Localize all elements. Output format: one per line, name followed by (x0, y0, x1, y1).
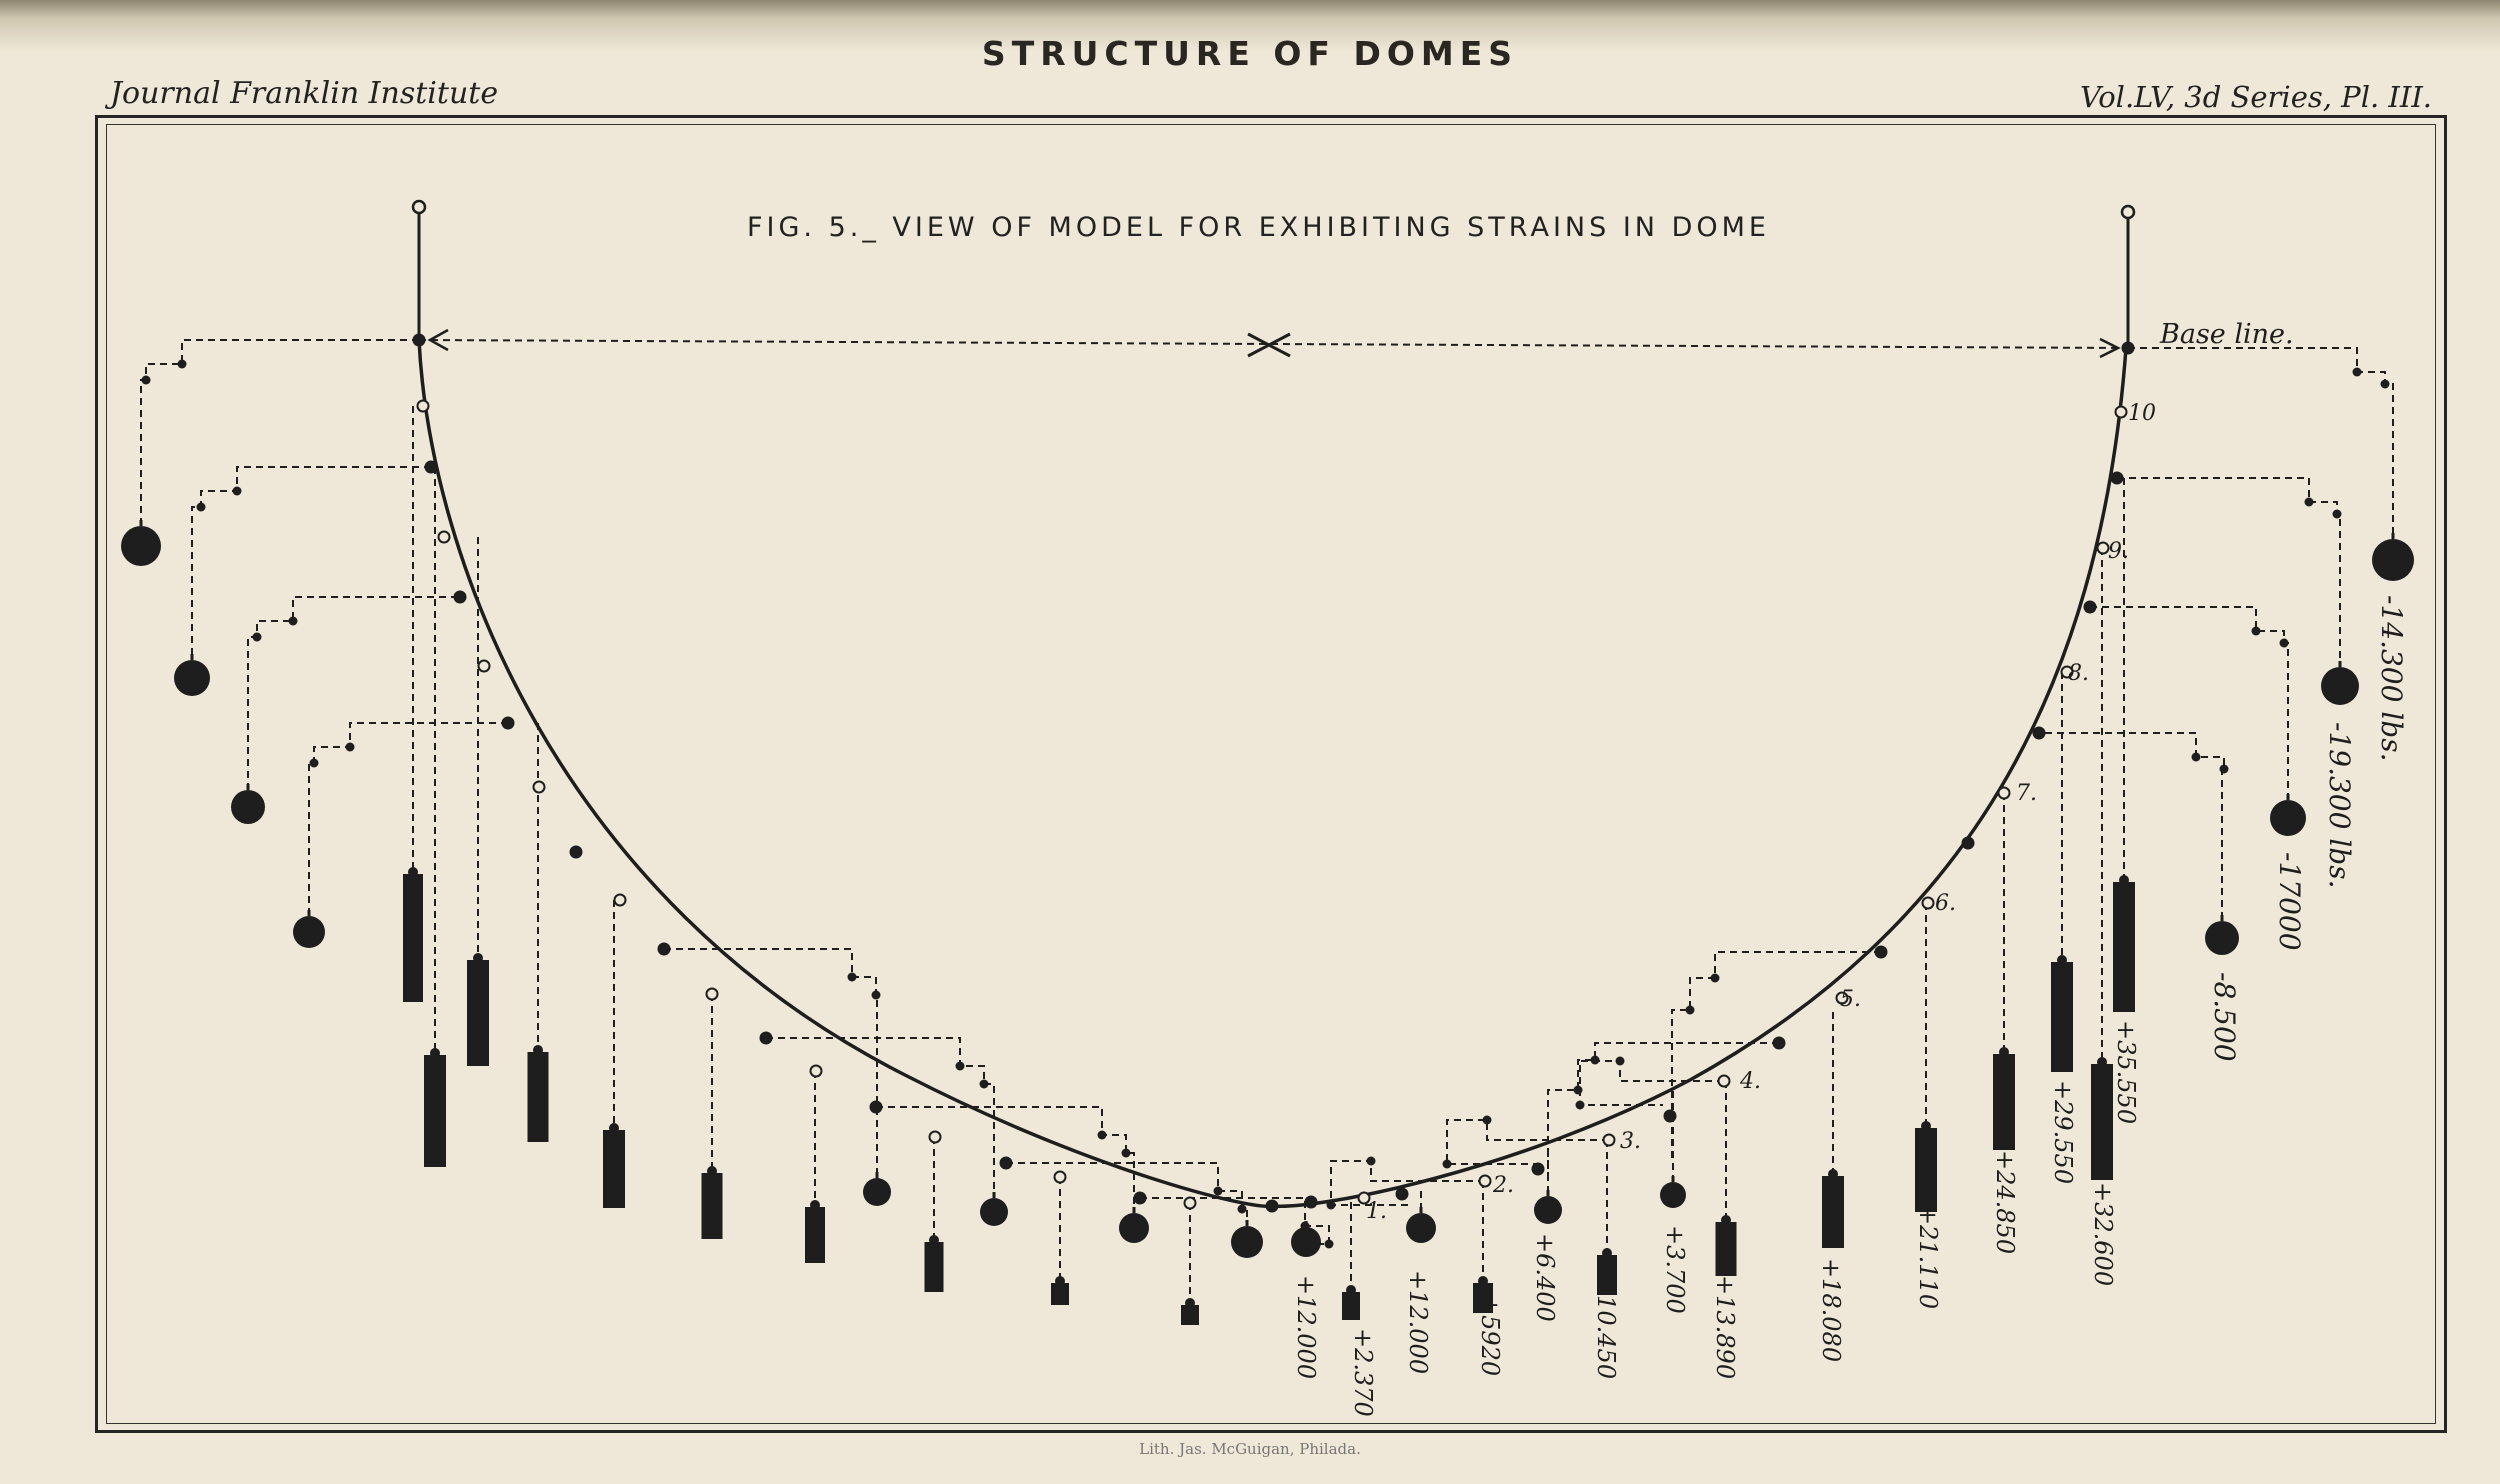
strain-label: +21.110 (1914, 1205, 1942, 1310)
strain-weight-bar (1342, 1292, 1360, 1320)
bar-hook (1921, 1121, 1931, 1131)
dome-node (1963, 838, 1974, 849)
dome-node (1876, 947, 1887, 958)
bracket-pivot (2333, 510, 2342, 519)
dome-node (707, 989, 718, 1000)
dome-node (455, 592, 466, 603)
strain-label: +12.000 (1292, 1275, 1320, 1380)
weight-ball (1231, 1226, 1263, 1258)
dome-node (2034, 728, 2045, 739)
weight-ball (231, 790, 265, 824)
strain-weight-bar (467, 960, 489, 1066)
strain-label: +24.850 (1991, 1150, 2019, 1255)
weight-ball (1406, 1213, 1436, 1243)
dome-node (2098, 543, 2109, 554)
strain-weight-bar (2051, 962, 2073, 1072)
dome-node (930, 1132, 941, 1143)
dome-node (2123, 343, 2134, 354)
bracket-pivot (346, 743, 355, 752)
node-number: 10 (2128, 401, 2156, 426)
dome-node (659, 944, 670, 955)
weight-ball (1119, 1213, 1149, 1243)
node-number: 5. (1840, 987, 1861, 1012)
strain-weight-bar (403, 874, 423, 1002)
node-number: 1. (1366, 1199, 1387, 1224)
dome-arch-curve (419, 340, 2126, 1206)
figure-title: FIG. 5._ VIEW OF MODEL FOR EXHIBITING STRAINS IN DOME (747, 212, 1770, 243)
node-number: 7. (2016, 781, 2037, 806)
dome-node (811, 1066, 822, 1077)
base-line-label: Base line. (2160, 319, 2294, 350)
weight-label: -19.300 lbs. (2323, 722, 2356, 889)
arch-weight-cord (664, 949, 877, 1172)
dome-node (761, 1033, 772, 1044)
bracket-pivot (2220, 765, 2229, 774)
bracket-pivot (1591, 1056, 1600, 1065)
node-number: 4. (1740, 1069, 1761, 1094)
bar-hook (1185, 1298, 1195, 1308)
bar-hook (533, 1045, 543, 1055)
weight-ball (863, 1178, 891, 1206)
strain-label: +5920 (1476, 1295, 1504, 1377)
weight-ball (293, 916, 325, 948)
bracket-pivot (2305, 498, 2314, 507)
right-weight-cord (2090, 607, 2288, 794)
weight-ball (2321, 667, 2359, 705)
bracket-pivot (142, 376, 151, 385)
bar-hook (2119, 875, 2129, 885)
weight-ball (2270, 800, 2306, 836)
dome-node (414, 335, 425, 346)
dome-node (534, 782, 545, 793)
strain-weight-bar (2113, 882, 2135, 1012)
bracket-pivot (1367, 1157, 1376, 1166)
strain-label: +2.370 (1349, 1328, 1377, 1417)
node-number: 9. (2108, 539, 2129, 564)
bracket-pivot (289, 617, 298, 626)
strain-weight-bar (603, 1130, 625, 1208)
weight-label: -17000 (2273, 852, 2306, 951)
journal-name: Journal Franklin Institute (110, 76, 499, 111)
weight-ball (2205, 921, 2239, 955)
strain-weight-bar (805, 1207, 825, 1263)
strain-label: +6.400 (1531, 1233, 1559, 1322)
weight-label: -14.300 lbs. (2375, 595, 2408, 762)
arch-weight-cord-right (1548, 1043, 1779, 1175)
bracket-pivot (1122, 1149, 1131, 1158)
strain-label: +18.080 (1817, 1258, 1845, 1363)
bracket-pivot (310, 759, 319, 768)
dome-node (2085, 602, 2096, 613)
bar-hook (1055, 1276, 1065, 1286)
bar-hook (2097, 1057, 2107, 1067)
bar-hook (1602, 1248, 1612, 1258)
right-post-top-ring (2122, 206, 2134, 218)
bracket-pivot (2252, 627, 2261, 636)
bracket-pivot (2192, 753, 2201, 762)
bracket-pivot (178, 360, 187, 369)
strain-label: +12.000 (1404, 1270, 1432, 1375)
dome-node (615, 895, 626, 906)
bar-hook (929, 1235, 939, 1245)
dome-node (871, 1102, 882, 1113)
bracket-pivot (2353, 368, 2362, 377)
bracket-pivot (1483, 1116, 1492, 1125)
strain-weight-bar (1822, 1176, 1844, 1248)
bracket-pivot (2280, 639, 2289, 648)
node-number: 3. (1620, 1129, 1641, 1154)
strain-label: +3.700 (1661, 1225, 1689, 1314)
weight-ball (2372, 539, 2414, 581)
dome-node (1135, 1193, 1146, 1204)
bracket-pivot (1325, 1240, 1334, 1249)
node-number: 6. (1935, 891, 1956, 916)
dome-node (1774, 1038, 1785, 1049)
bar-hook (408, 867, 418, 877)
plate-heading: STRUCTURE OF DOMES (981, 34, 1519, 73)
strain-label: +13.890 (1711, 1275, 1739, 1380)
left-post-top-ring (413, 201, 425, 213)
bar-hook (473, 953, 483, 963)
strain-label: +29.550 (2049, 1080, 2077, 1185)
bar-hook (2057, 955, 2067, 965)
bracket-pivot (1327, 1201, 1336, 1210)
dome-node (479, 661, 490, 672)
dome-node (1533, 1164, 1544, 1175)
bracket-pivot (1616, 1057, 1625, 1066)
dome-node (1665, 1111, 1676, 1122)
strain-weight-bar (2091, 1064, 2113, 1180)
strain-weight-bar (1716, 1222, 1737, 1276)
bracket-pivot (253, 633, 262, 642)
strain-weight-bar (424, 1055, 446, 1167)
dome-node (439, 532, 450, 543)
bracket-pivot (1576, 1101, 1585, 1110)
strain-label: +32.600 (2089, 1182, 2117, 1287)
figure-labels (1292, 319, 2408, 1417)
dome-node (503, 718, 514, 729)
strain-weight-bar (1993, 1054, 2015, 1150)
dome-node (1999, 788, 2010, 799)
bracket-pivot (980, 1080, 989, 1089)
dome-node (2116, 407, 2127, 418)
strain-weight-bar (528, 1052, 549, 1142)
strain-label: +35.550 (2112, 1020, 2140, 1125)
weight-ball (1660, 1182, 1686, 1208)
bracket-pivot (1238, 1205, 1247, 1214)
dome-node (2112, 473, 2123, 484)
arch-weight-cord-right (1672, 952, 1881, 1160)
dome-node (426, 462, 437, 473)
bracket-pivot (872, 991, 881, 1000)
node-number: 2. (1493, 1173, 1514, 1198)
arch-weight-cord-right (1447, 1120, 1609, 1164)
weight-label: -8.500 (2208, 972, 2241, 1062)
left-weight-cord (248, 597, 458, 784)
strain-label: +10.450 (1592, 1275, 1620, 1380)
bracket-pivot (1443, 1160, 1452, 1169)
right-weight-cord (2128, 348, 2393, 533)
dome-node (1185, 1198, 1196, 1209)
volume-reference: Vol.LV, 3d Series, Pl. III. (2079, 80, 2432, 114)
left-weight-cord (192, 467, 431, 654)
dome-node (418, 401, 429, 412)
dome-node (1055, 1172, 1066, 1183)
bar-hook (1478, 1276, 1488, 1286)
bracket-pivot (1214, 1187, 1223, 1196)
bracket-pivot (2381, 380, 2390, 389)
bracket-pivot (197, 503, 206, 512)
node-number: 8. (2068, 661, 2089, 686)
dome-node (571, 847, 582, 858)
weight-ball (121, 526, 161, 566)
dome-node (1001, 1158, 1012, 1169)
bracket-pivot (848, 973, 857, 982)
strain-weight-bar (702, 1173, 723, 1239)
bar-hook (810, 1200, 820, 1210)
dome-node (1604, 1135, 1615, 1146)
dome-node (1267, 1201, 1278, 1212)
dome-node (1306, 1197, 1317, 1208)
bar-hook (1346, 1285, 1356, 1295)
bracket-pivot (1098, 1131, 1107, 1140)
bracket-pivot (233, 487, 242, 496)
strain-weight-bar (1915, 1128, 1937, 1212)
dome-node (1480, 1176, 1491, 1187)
weight-ball (1534, 1196, 1562, 1224)
bracket-pivot (1574, 1086, 1583, 1095)
strain-weight-bar (1051, 1283, 1069, 1305)
bar-hook (1828, 1169, 1838, 1179)
weight-ball (980, 1198, 1008, 1226)
bar-hook (609, 1123, 619, 1133)
bracket-pivot (1686, 1006, 1695, 1015)
bar-hook (1999, 1047, 2009, 1057)
dome-node (1719, 1076, 1730, 1087)
weight-ball (174, 660, 210, 696)
bar-hook (707, 1166, 717, 1176)
dome-node (1923, 898, 1934, 909)
weight-ball (1291, 1227, 1321, 1257)
bar-hook (1721, 1215, 1731, 1225)
bar-hook (430, 1048, 440, 1058)
dome-node (1397, 1189, 1408, 1200)
bracket-pivot (1711, 974, 1720, 983)
lithographer-imprint: Lith. Jas. McGuigan, Philada. (1139, 1440, 1361, 1458)
strain-weight-bar (925, 1242, 944, 1292)
bracket-pivot (956, 1062, 965, 1071)
